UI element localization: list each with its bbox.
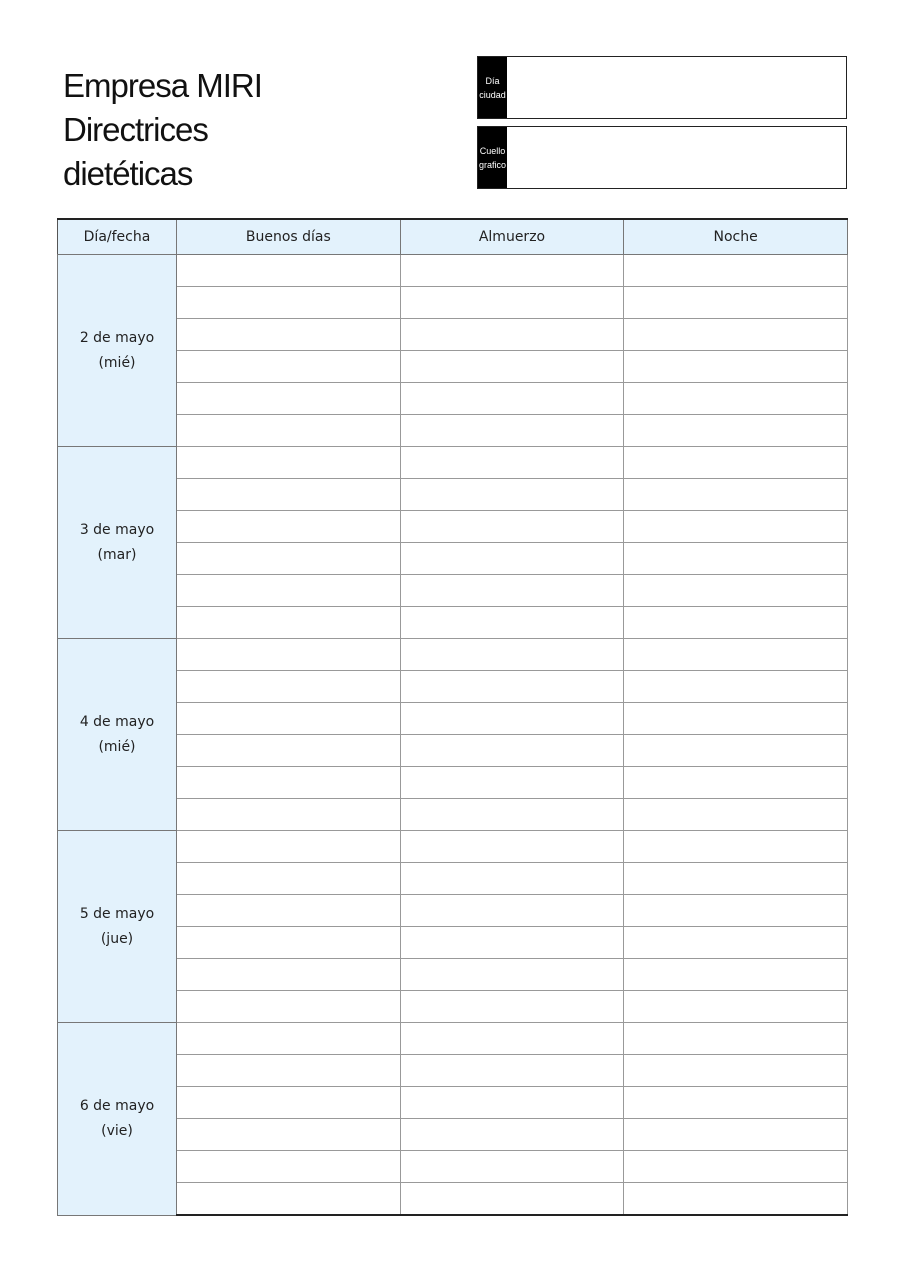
breakfast-entry-cell[interactable] (177, 511, 401, 543)
table-row (58, 287, 848, 319)
table-row (58, 927, 848, 959)
table-row (58, 319, 848, 351)
table-row (58, 1023, 848, 1055)
breakfast-entry-cell[interactable] (177, 639, 401, 671)
breakfast-entry-cell[interactable] (177, 671, 401, 703)
table-row (58, 895, 848, 927)
table-row (58, 639, 848, 671)
breakfast-entry-cell[interactable] (177, 575, 401, 607)
meal-plan-table (57, 218, 848, 1216)
dinner-entry-cell[interactable] (624, 895, 848, 927)
table-row (58, 575, 848, 607)
info-label-line: ciudad (479, 89, 506, 100)
dinner-entry-cell[interactable] (624, 959, 848, 991)
title-line-2: Directrices (63, 111, 208, 148)
dinner-entry-cell[interactable] (624, 991, 848, 1023)
info-field-cuello-grafico[interactable] (507, 127, 846, 188)
day-weekday: (mar) (97, 546, 137, 563)
lunch-entry-cell[interactable] (400, 447, 624, 479)
lunch-entry-cell[interactable] (400, 1151, 624, 1183)
breakfast-entry-cell[interactable] (177, 831, 401, 863)
lunch-entry-cell[interactable] (400, 479, 624, 511)
table-row (58, 1087, 848, 1119)
dinner-entry-cell[interactable] (624, 1087, 848, 1119)
day-weekday: (mié) (98, 354, 136, 371)
dinner-entry-cell[interactable] (624, 1151, 848, 1183)
day-cell (58, 255, 177, 447)
dinner-entry-cell[interactable] (624, 287, 848, 319)
dinner-entry-cell[interactable] (624, 607, 848, 639)
dinner-entry-cell[interactable] (624, 927, 848, 959)
lunch-entry-cell[interactable] (400, 895, 624, 927)
table-row (58, 607, 848, 639)
table-row (58, 767, 848, 799)
info-label-dia-ciudad (478, 57, 507, 118)
table-row (58, 543, 848, 575)
table-row (58, 383, 848, 415)
breakfast-entry-cell[interactable] (177, 863, 401, 895)
table-row (58, 799, 848, 831)
table-row (58, 1183, 848, 1216)
lunch-entry-cell[interactable] (400, 863, 624, 895)
breakfast-entry-cell[interactable] (177, 703, 401, 735)
lunch-entry-cell[interactable] (400, 927, 624, 959)
lunch-entry-cell[interactable] (400, 767, 624, 799)
header-buenos-dias: Buenos días (177, 219, 401, 255)
breakfast-entry-cell[interactable] (177, 1087, 401, 1119)
breakfast-entry-cell[interactable] (177, 735, 401, 767)
breakfast-entry-cell[interactable] (177, 1183, 401, 1216)
table-row (58, 831, 848, 863)
lunch-entry-cell[interactable] (400, 639, 624, 671)
breakfast-entry-cell[interactable] (177, 927, 401, 959)
lunch-entry-cell[interactable] (400, 1183, 624, 1216)
info-label-line: grafico (478, 159, 506, 170)
breakfast-entry-cell[interactable] (177, 319, 401, 351)
breakfast-entry-cell[interactable] (177, 1023, 401, 1055)
dinner-entry-cell[interactable] (624, 383, 848, 415)
lunch-entry-cell[interactable] (400, 287, 624, 319)
header-almuerzo: Almuerzo (400, 219, 624, 255)
breakfast-entry-cell[interactable] (177, 287, 401, 319)
page-title (63, 64, 262, 196)
day-date: 2 de mayo (79, 329, 155, 346)
breakfast-entry-cell[interactable] (177, 479, 401, 511)
info-box-cuello-grafico (477, 126, 847, 189)
dinner-entry-cell[interactable] (624, 863, 848, 895)
lunch-entry-cell[interactable] (400, 319, 624, 351)
table-row (58, 1151, 848, 1183)
lunch-entry-cell[interactable] (400, 575, 624, 607)
lunch-entry-cell[interactable] (400, 1119, 624, 1151)
dinner-entry-cell[interactable] (624, 479, 848, 511)
lunch-entry-cell[interactable] (400, 959, 624, 991)
table-header-row (58, 219, 848, 255)
lunch-entry-cell[interactable] (400, 735, 624, 767)
breakfast-entry-cell[interactable] (177, 1055, 401, 1087)
header-noche: Noche (624, 219, 848, 255)
lunch-entry-cell[interactable] (400, 383, 624, 415)
table-row (58, 447, 848, 479)
breakfast-entry-cell[interactable] (177, 351, 401, 383)
lunch-entry-cell[interactable] (400, 543, 624, 575)
table-row (58, 415, 848, 447)
day-date: 4 de mayo (79, 713, 155, 730)
dinner-entry-cell[interactable] (624, 1055, 848, 1087)
breakfast-entry-cell[interactable] (177, 255, 401, 287)
breakfast-entry-cell[interactable] (177, 959, 401, 991)
title-line-3: dietéticas (63, 155, 193, 192)
dinner-entry-cell[interactable] (624, 735, 848, 767)
day-weekday: (jue) (100, 930, 134, 947)
lunch-entry-cell[interactable] (400, 991, 624, 1023)
breakfast-entry-cell[interactable] (177, 607, 401, 639)
breakfast-entry-cell[interactable] (177, 991, 401, 1023)
breakfast-entry-cell[interactable] (177, 895, 401, 927)
dinner-entry-cell[interactable] (624, 319, 848, 351)
lunch-entry-cell[interactable] (400, 351, 624, 383)
dinner-entry-cell[interactable] (624, 415, 848, 447)
dinner-entry-cell[interactable] (624, 703, 848, 735)
day-weekday: (vie) (101, 1122, 133, 1139)
day-date: 5 de mayo (79, 905, 155, 922)
info-box-dia-ciudad (477, 56, 847, 119)
dinner-entry-cell[interactable] (624, 543, 848, 575)
breakfast-entry-cell[interactable] (177, 447, 401, 479)
header-dia-fecha: Día/fecha (58, 219, 177, 255)
table-row (58, 863, 848, 895)
dinner-entry-cell[interactable] (624, 255, 848, 287)
dinner-entry-cell[interactable] (624, 831, 848, 863)
table-row (58, 255, 848, 287)
day-weekday: (mié) (98, 738, 136, 755)
table-row (58, 1119, 848, 1151)
breakfast-entry-cell[interactable] (177, 1119, 401, 1151)
lunch-entry-cell[interactable] (400, 1023, 624, 1055)
table-row (58, 511, 848, 543)
day-cell (58, 447, 177, 639)
table-row (58, 351, 848, 383)
table-body (58, 255, 848, 1216)
dinner-entry-cell[interactable] (624, 1183, 848, 1216)
lunch-entry-cell[interactable] (400, 1055, 624, 1087)
lunch-entry-cell[interactable] (400, 799, 624, 831)
title-line-1: Empresa MIRI (63, 67, 262, 104)
lunch-entry-cell[interactable] (400, 671, 624, 703)
info-label-cuello-grafico (478, 127, 507, 188)
breakfast-entry-cell[interactable] (177, 1151, 401, 1183)
breakfast-entry-cell[interactable] (177, 543, 401, 575)
table-row (58, 959, 848, 991)
lunch-entry-cell[interactable] (400, 255, 624, 287)
table-row (58, 991, 848, 1023)
day-cell (58, 639, 177, 831)
table-row (58, 671, 848, 703)
dinner-entry-cell[interactable] (624, 1023, 848, 1055)
lunch-entry-cell[interactable] (400, 831, 624, 863)
dinner-entry-cell[interactable] (624, 575, 848, 607)
dinner-entry-cell[interactable] (624, 799, 848, 831)
table-row (58, 703, 848, 735)
table-row (58, 479, 848, 511)
day-date: 6 de mayo (79, 1097, 155, 1114)
breakfast-entry-cell[interactable] (177, 799, 401, 831)
lunch-entry-cell[interactable] (400, 415, 624, 447)
table-row (58, 735, 848, 767)
dinner-entry-cell[interactable] (624, 511, 848, 543)
breakfast-entry-cell[interactable] (177, 383, 401, 415)
info-field-dia-ciudad[interactable] (507, 57, 846, 118)
lunch-entry-cell[interactable] (400, 1087, 624, 1119)
dinner-entry-cell[interactable] (624, 447, 848, 479)
lunch-entry-cell[interactable] (400, 703, 624, 735)
dinner-entry-cell[interactable] (624, 1119, 848, 1151)
dinner-entry-cell[interactable] (624, 639, 848, 671)
day-date: 3 de mayo (79, 521, 155, 538)
dinner-entry-cell[interactable] (624, 351, 848, 383)
info-label-line: Cuello (479, 145, 506, 156)
day-cell (58, 1023, 177, 1216)
breakfast-entry-cell[interactable] (177, 767, 401, 799)
table-row (58, 1055, 848, 1087)
lunch-entry-cell[interactable] (400, 607, 624, 639)
day-cell (58, 831, 177, 1023)
dinner-entry-cell[interactable] (624, 671, 848, 703)
info-label-line: Día (485, 75, 500, 86)
dinner-entry-cell[interactable] (624, 767, 848, 799)
breakfast-entry-cell[interactable] (177, 415, 401, 447)
lunch-entry-cell[interactable] (400, 511, 624, 543)
